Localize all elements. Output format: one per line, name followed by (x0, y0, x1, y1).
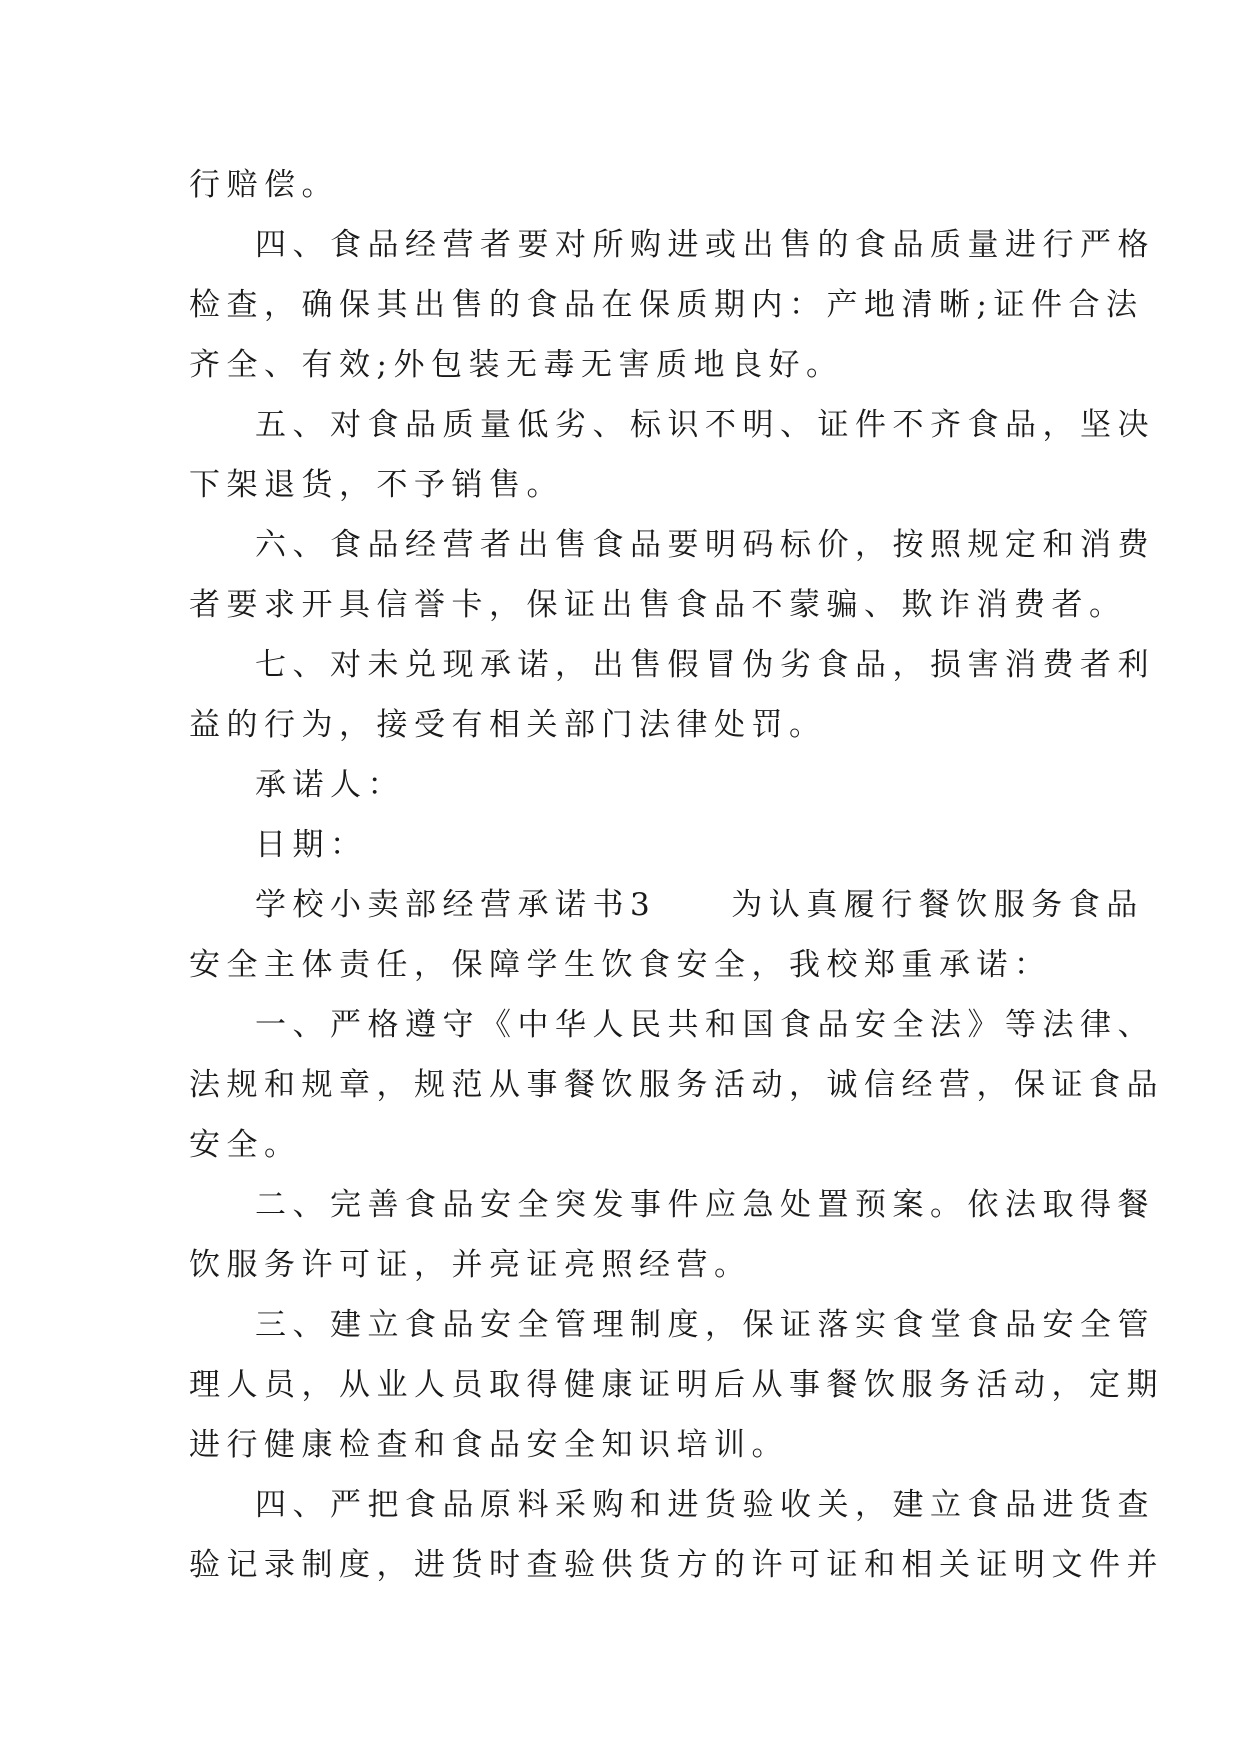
text-line: 检查，确保其出售的食品在保质期内：产地清晰;证件合法 (189, 287, 1144, 323)
text-line: 二、完善食品安全突发事件应急处置预案。依法取得餐 (255, 1187, 1155, 1223)
text-line: 安全。 (189, 1127, 302, 1163)
date-label: 日期： (255, 827, 368, 863)
text-line: 四、食品经营者要对所购进或出售的食品质量进行严格 (255, 227, 1155, 263)
text-line: 法规和规章，规范从事餐饮服务活动，诚信经营，保证食品 (189, 1067, 1164, 1103)
text-line: 饮服务许可证，并亮证亮照经营。 (189, 1247, 752, 1283)
text-line: 安全主体责任，保障学生饮食安全，我校郑重承诺： (189, 947, 1052, 983)
text-line: 验记录制度，进货时查验供货方的许可证和相关证明文件并 (189, 1547, 1164, 1583)
text-line: 益的行为，接受有相关部门法律处罚。 (189, 707, 827, 743)
text-line: 七、对未兑现承诺，出售假冒伪劣食品，损害消费者利 (255, 647, 1155, 683)
text-line: 三、建立食品安全管理制度，保证落实食堂食品安全管 (255, 1307, 1155, 1343)
text-line: 五、对食品质量低劣、标识不明、证件不齐食品，坚决 (255, 407, 1155, 443)
section-heading-line: 学校小卖部经营承诺书3 为认真履行餐饮服务食品 (255, 887, 1144, 923)
text-line: 行赔偿。 (189, 167, 339, 203)
text-line: 齐全、有效;外包装无毒无害质地良好。 (189, 347, 844, 383)
text-line: 进行健康检查和食品安全知识培训。 (189, 1427, 789, 1463)
text-line: 者要求开具信誉卡，保证出售食品不蒙骗、欺诈消费者。 (189, 587, 1127, 623)
document-body (189, 155, 1164, 1595)
text-line: 四、严把食品原料采购和进货验收关，建立食品进货查 (255, 1487, 1155, 1523)
text-line: 一、严格遵守《中华人民共和国食品安全法》等法律、 (255, 1007, 1155, 1043)
signatory-label: 承诺人： (255, 767, 405, 803)
text-line: 下架退货，不予销售。 (189, 467, 564, 503)
text-line: 理人员，从业人员取得健康证明后从事餐饮服务活动，定期 (189, 1367, 1164, 1403)
text-line: 六、食品经营者出售食品要明码标价，按照规定和消费 (255, 527, 1155, 563)
